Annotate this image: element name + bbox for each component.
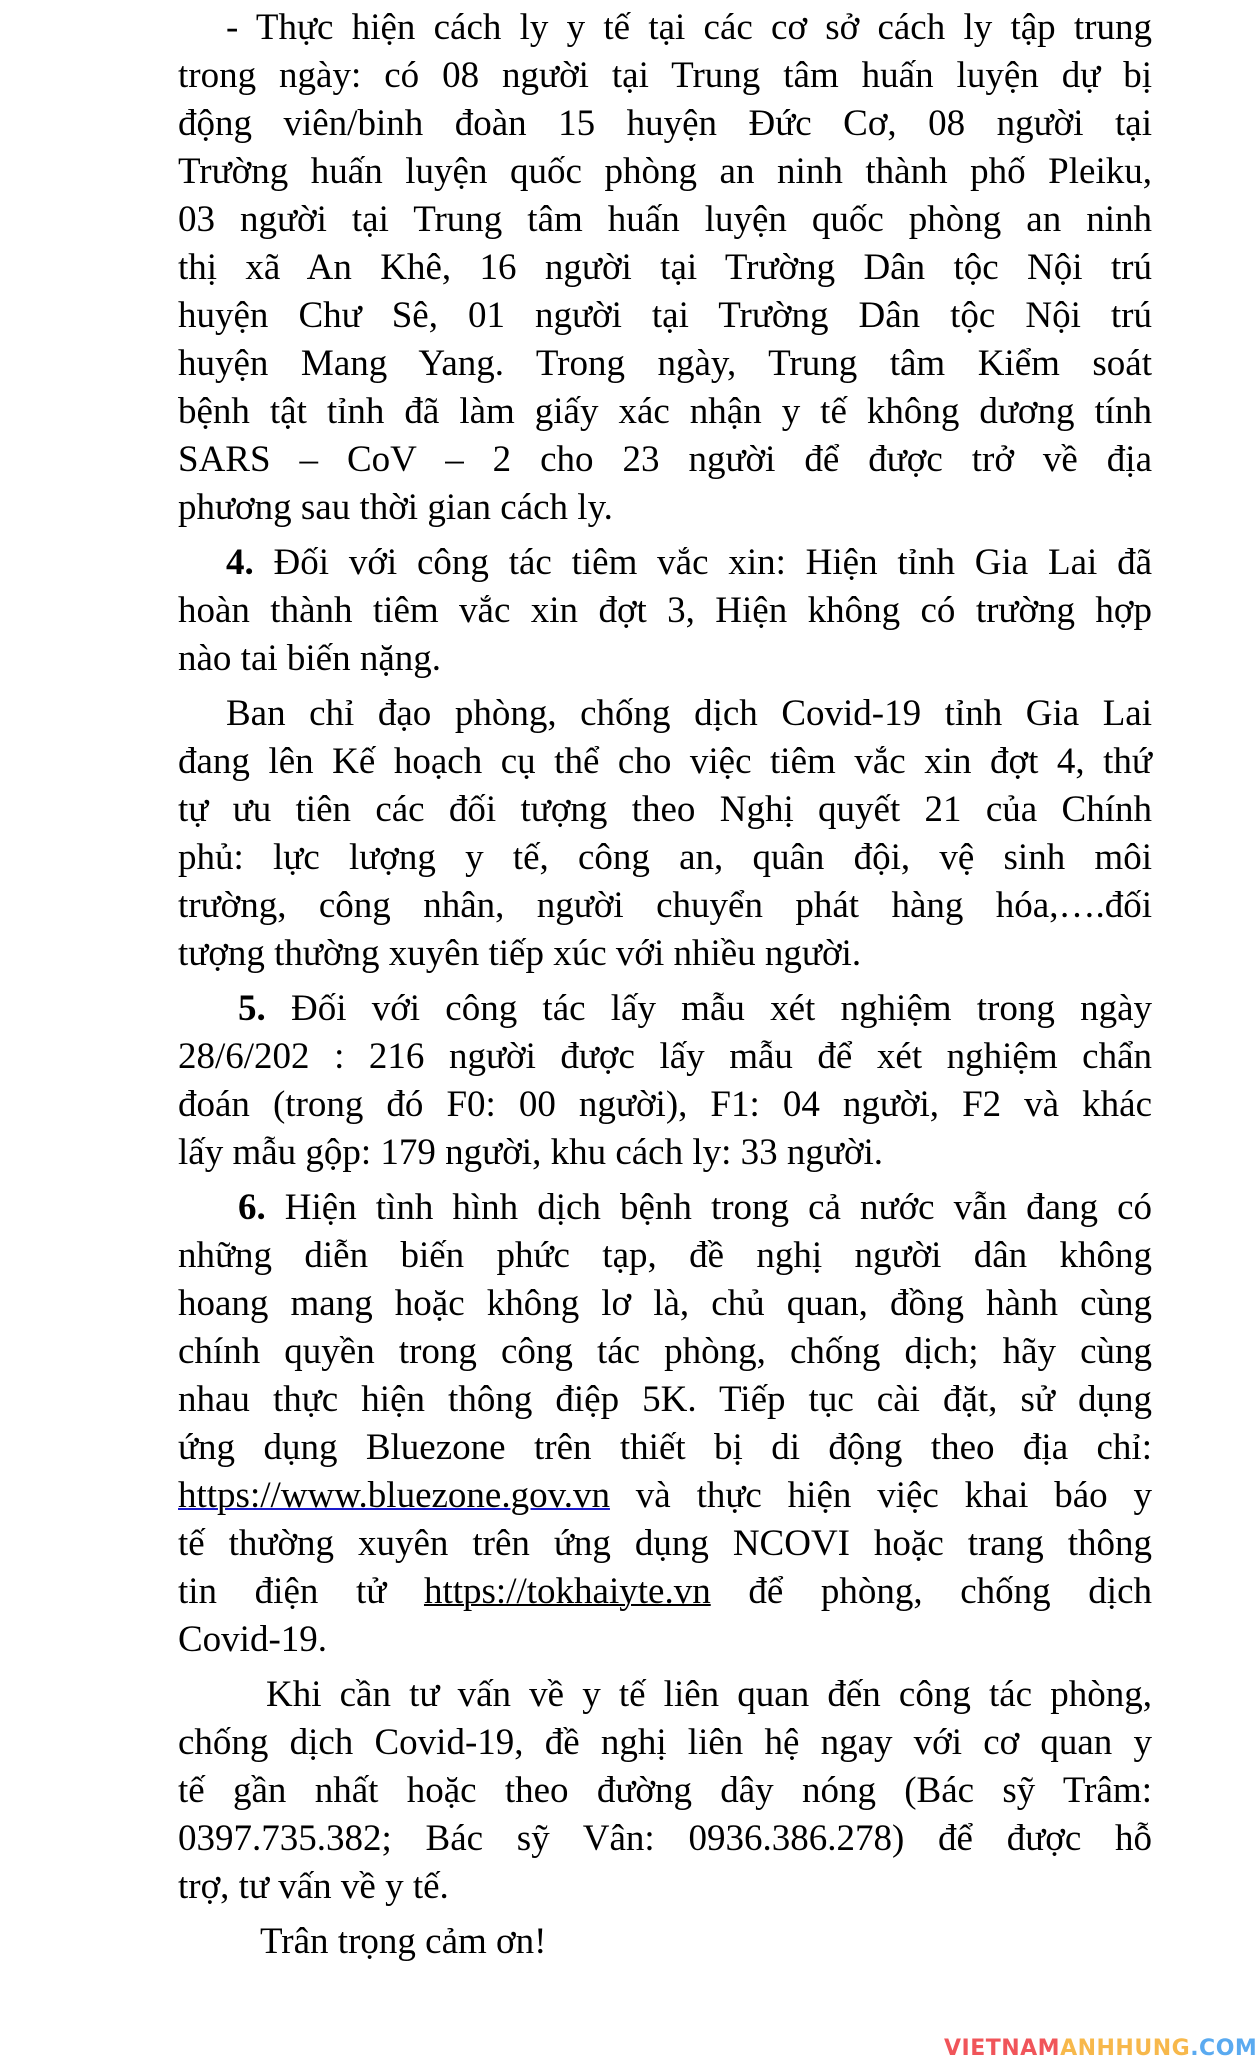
- text-run: và thực hiện việc khai báo y: [609, 1475, 1152, 1516]
- text-line: trợ, tư vấn về y tế.: [178, 1866, 449, 1907]
- text-line: [178, 1568, 1152, 1616]
- text-line: 0397.735.382; Bác sỹ Vân: 0936.386.278) để được hỗ: [178, 1818, 1152, 1859]
- text-line: [178, 1184, 1152, 1232]
- text-line: Covid-19.: [178, 1619, 328, 1660]
- text-run: tin điện tử: [178, 1571, 424, 1612]
- text-line: tế thường xuyên trên ứng dụng NCOVI hoặc trang thông: [178, 1523, 1152, 1564]
- text-line: hoàn thành tiêm vắc xin đợt 3, Hiện không có trường hợp: [178, 590, 1152, 631]
- text-line: huyện Chư Sê, 01 người tại Trường Dân tộc Nội trú: [178, 295, 1152, 336]
- text-line: trường, công nhân, người chuyển phát hàng hóa,….đối: [178, 885, 1152, 926]
- text-line: tượng thường xuyên tiếp xúc với nhiều người.: [178, 933, 862, 974]
- text-line: phương sau thời gian cách ly.: [178, 487, 613, 528]
- text-line: 28/6/202 : 216 người được lấy mẫu để xét nghiệm chẩn: [178, 1036, 1152, 1077]
- text-line: [178, 539, 1152, 587]
- text-line: bệnh tật tỉnh đã làm giấy xác nhận y tế không dương tính: [178, 391, 1152, 432]
- text-run: Đối với công tác tiêm vắc xin: Hiện tỉnh Gia Lai đã: [253, 542, 1152, 583]
- text-line: [178, 1472, 1152, 1520]
- text-line: 03 người tại Trung tâm huấn luyện quốc phòng an ninh: [178, 199, 1152, 240]
- text-line: [178, 985, 1152, 1033]
- text-line: những diễn biến phức tạp, đề nghị người dân không: [178, 1235, 1152, 1276]
- tokhaiyte-link[interactable]: https://tokhaiyte.vn: [423, 1571, 711, 1612]
- text-line: Ban chỉ đạo phòng, chống dịch Covid-19 tỉnh Gia Lai: [226, 693, 1152, 734]
- text-line: tế gần nhất hoặc theo đường dây nóng (Bác sỹ Trâm:: [178, 1770, 1152, 1811]
- text-line: huyện Mang Yang. Trong ngày, Trung tâm Kiểm soát: [178, 343, 1152, 384]
- text-line: lấy mẫu gộp: 179 người, khu cách ly: 33 người.: [178, 1132, 884, 1173]
- text-line: phủ: lực lượng y tế, công an, quân đội, vệ sinh môi: [178, 837, 1152, 878]
- paragraph-section-5: [178, 985, 1152, 1177]
- text-line: động viên/binh đoàn 15 huyện Đức Cơ, 08 người tại: [178, 103, 1152, 144]
- site-watermark: [944, 2036, 1257, 2061]
- paragraph-section-4: [178, 539, 1152, 683]
- section-number: 4.: [226, 542, 254, 583]
- watermark-part-1: VIETNAM: [944, 2036, 1061, 2061]
- text-line: chính quyền trong công tác phòng, chống dịch; hãy cùng: [178, 1331, 1152, 1372]
- watermark-part-3: .COM: [1190, 2036, 1257, 2061]
- text-line: trong ngày: có 08 người tại Trung tâm huấn luyện dự bị: [178, 55, 1152, 96]
- bluezone-link[interactable]: https://www.bluezone.gov.vn: [178, 1475, 610, 1516]
- text-run: Đối với công tác lấy mẫu xét nghiệm trong ngày: [265, 988, 1152, 1029]
- paragraph-closing: [178, 1918, 1152, 1966]
- text-line: chống dịch Covid-19, đề nghị liên hệ ngay với cơ quan y: [178, 1722, 1152, 1763]
- paragraph-section-6: [178, 1184, 1152, 1664]
- section-number: 5.: [238, 988, 266, 1029]
- text-line: - Thực hiện cách ly y tế tại các cơ sở cách ly tập trung: [226, 7, 1152, 48]
- text-line: hoang mang hoặc không lơ là, chủ quan, đồng hành cùng: [178, 1283, 1152, 1324]
- text-line: Trường huấn luyện quốc phòng an ninh thành phố Pleiku,: [178, 151, 1152, 192]
- text-line: Khi cần tư vấn về y tế liên quan đến công tác phòng,: [266, 1674, 1152, 1715]
- closing-line: Trân trọng cảm ơn!: [260, 1921, 547, 1962]
- watermark-part-2: ANHHUNG: [1060, 2036, 1191, 2061]
- text-run: để phòng, chống dịch: [710, 1571, 1152, 1612]
- text-line: nhau thực hiện thông điệp 5K. Tiếp tục cài đặt, sử dụng: [178, 1379, 1152, 1420]
- text-line: nào tai biến nặng.: [178, 638, 442, 679]
- text-line: tự ưu tiên các đối tượng theo Nghị quyết 21 của Chính: [178, 789, 1152, 830]
- paragraph-steering-committee: [178, 690, 1152, 978]
- text-line: thị xã An Khê, 16 người tại Trường Dân tộc Nội trú: [178, 247, 1152, 288]
- section-number: 6.: [238, 1187, 266, 1228]
- text-line: SARS – CoV – 2 cho 23 người để được trở về địa: [178, 439, 1152, 480]
- paragraph-hotline: [178, 1671, 1152, 1911]
- text-line: ứng dụng Bluezone trên thiết bị di động theo địa chỉ:: [178, 1427, 1152, 1468]
- text-line: đoán (trong đó F0: 00 người), F1: 04 người, F2 và khác: [178, 1084, 1152, 1125]
- paragraph-quarantine: [178, 4, 1152, 532]
- document-page: [178, 4, 1152, 1973]
- text-line: đang lên Kế hoạch cụ thể cho việc tiêm vắc xin đợt 4, thứ: [178, 741, 1152, 782]
- text-run: Hiện tình hình dịch bệnh trong cả nước vẫn đang có: [265, 1187, 1152, 1228]
